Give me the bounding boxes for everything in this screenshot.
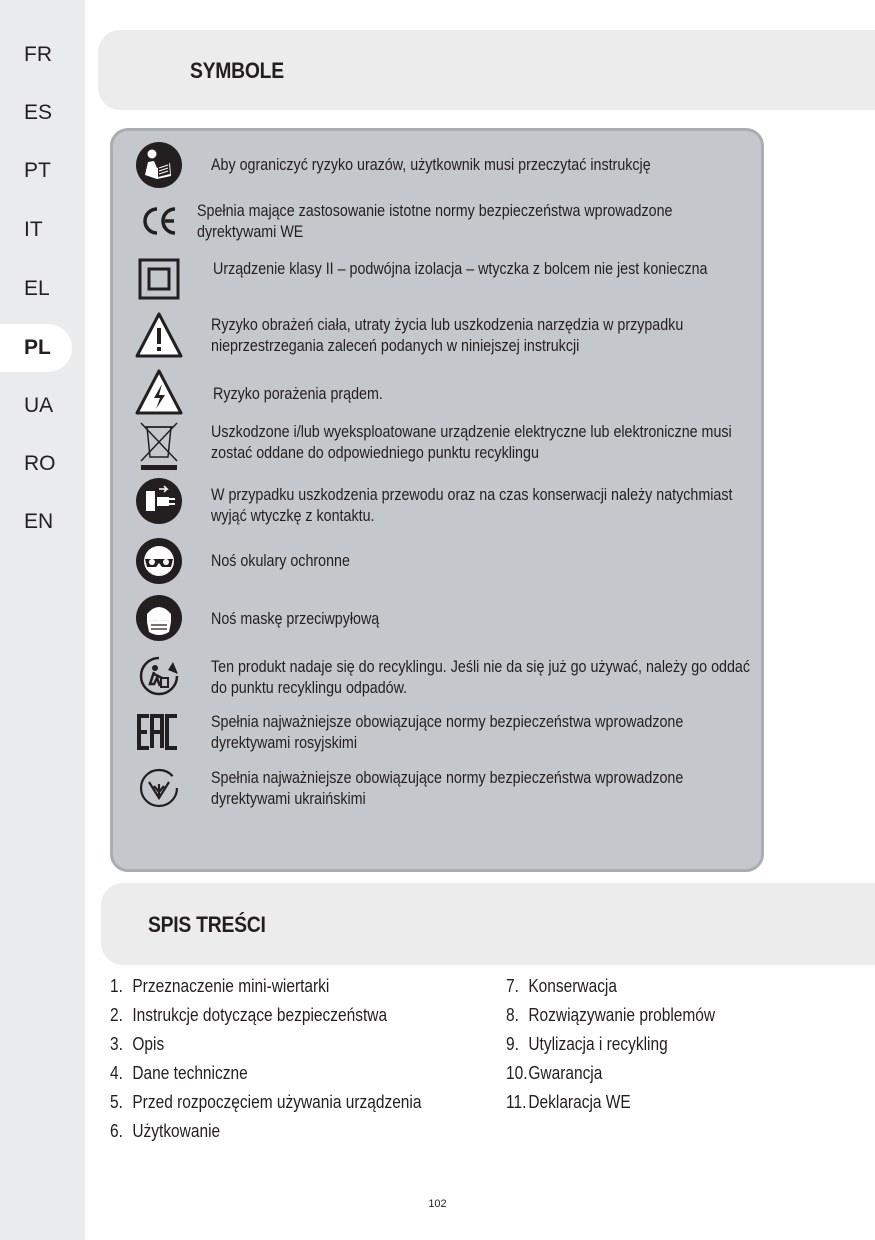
eac-mark-icon (135, 708, 183, 756)
language-tab-el[interactable]: EL (24, 277, 50, 300)
toc-item-11[interactable] (506, 1092, 631, 1113)
symbol-description: Noś maskę przeciwpyłową (211, 609, 380, 628)
class-ii-insulation-icon (135, 255, 183, 303)
symbols-title: SYMBOLE (190, 58, 284, 83)
toc-number: 2. (110, 1005, 123, 1025)
toc-label: Gwarancja (528, 1063, 603, 1083)
toc-item-5[interactable] (110, 1092, 421, 1113)
warning-triangle-icon (135, 311, 183, 359)
toc-number: 10. (506, 1063, 528, 1083)
toc-item-2[interactable] (110, 1005, 387, 1026)
recycling-icon (135, 652, 183, 700)
toc-item-9[interactable] (506, 1034, 668, 1055)
toc-number: 4. (110, 1063, 123, 1083)
toc-label: Utylizacja i recykling (528, 1034, 668, 1054)
toc-label: Deklaracja WE (528, 1092, 631, 1112)
symbol-description: W przypadku uszkodzenia przewodu oraz na czas konserwacji należy natychmiast wyjąć wtyczkę z kontaktu. (211, 485, 733, 525)
toc-label: Użytkowanie (132, 1121, 221, 1141)
symbol-description: Ten produkt nadaje się do recyklingu. Jeśli nie da się już go używać, należy go oddać do punktu recyklingu odpadów. (211, 657, 751, 697)
symbol-description: Ryzyko porażenia prądem. (213, 384, 383, 403)
page-number: 102 (428, 1198, 447, 1210)
toc-label: Opis (132, 1034, 165, 1054)
language-tab-ro[interactable]: RO (24, 452, 56, 475)
dust-mask-icon (135, 594, 183, 642)
toc-label: Przed rozpoczęciem używania urządzenia (132, 1092, 422, 1112)
symbol-description: Urządzenie klasy II – podwójna izolacja – wtyczka z bolcem nie jest konieczna (213, 259, 708, 278)
symbol-description: Aby ograniczyć ryzyko urazów, użytkownik musi przeczytać instrukcję (211, 155, 651, 174)
toc-label: Konserwacja (528, 976, 617, 996)
safety-goggles-icon (135, 537, 183, 585)
language-tab-fr[interactable]: FR (24, 43, 52, 66)
electric-shock-icon (135, 368, 183, 416)
symbol-description: Spełnia mające zastosowanie istotne normy bezpieczeństwa wprowadzone dyrektywami WE (197, 201, 673, 241)
toc-item-10[interactable] (506, 1063, 602, 1084)
toc-title: SPIS TREŚCI (148, 912, 266, 937)
symbol-description: Noś okulary ochronne (211, 551, 350, 570)
toc-item-4[interactable] (110, 1063, 248, 1084)
toc-label: Przeznaczenie mini-wiertarki (132, 976, 330, 996)
toc-item-8[interactable] (506, 1005, 715, 1026)
toc-number: 6. (110, 1121, 123, 1141)
language-tab-pl[interactable]: PL (0, 324, 72, 372)
toc-number: 11. (506, 1092, 527, 1112)
toc-number: 9. (506, 1034, 519, 1054)
toc-item-1[interactable] (110, 976, 329, 997)
symbol-description: Uszkodzone i/lub wyeksploatowane urządzenie elektryczne lub elektroniczne musi zostać oddane do odpowiedniego punktu recyklingu (211, 422, 732, 462)
symbols-panel (110, 128, 764, 872)
read-manual-icon (135, 141, 183, 189)
symbol-description: Spełnia najważniejsze obowiązujące normy bezpieczeństwa wprowadzone dyrektywami ukraińskimi (211, 768, 684, 808)
language-sidebar (0, 0, 85, 1240)
language-tab-es[interactable]: ES (24, 101, 53, 124)
language-tab-en[interactable]: EN (24, 510, 54, 533)
toc-number: 7. (506, 976, 519, 996)
toc-number: 3. (110, 1034, 123, 1054)
ukrainian-mark-icon (135, 764, 183, 812)
toc-number: 1. (110, 976, 123, 996)
ce-mark-icon (135, 197, 183, 245)
toc-label: Instrukcje dotyczące bezpieczeństwa (132, 1005, 388, 1025)
weee-bin-icon (135, 419, 183, 471)
toc-number: 5. (110, 1092, 123, 1112)
toc-item-3[interactable] (110, 1034, 164, 1055)
toc-label: Dane techniczne (132, 1063, 248, 1083)
symbol-description: Spełnia najważniejsze obowiązujące normy bezpieczeństwa wprowadzone dyrektywami rosyjskimi (211, 712, 684, 752)
language-tab-ua[interactable]: UA (24, 394, 54, 417)
language-tab-pt[interactable]: PT (24, 159, 51, 182)
toc-number: 8. (506, 1005, 519, 1025)
toc-label: Rozwiązywanie problemów (528, 1005, 716, 1025)
language-tab-it[interactable]: IT (24, 218, 43, 241)
symbol-description: Ryzyko obrażeń ciała, utraty życia lub uszkodzenia narzędzia w przypadku nieprzestrzegania zaleceń podanych w niniejszej instrukcji (211, 315, 684, 355)
toc-item-6[interactable] (110, 1121, 220, 1142)
toc-item-7[interactable] (506, 976, 617, 997)
unplug-icon (135, 477, 183, 525)
